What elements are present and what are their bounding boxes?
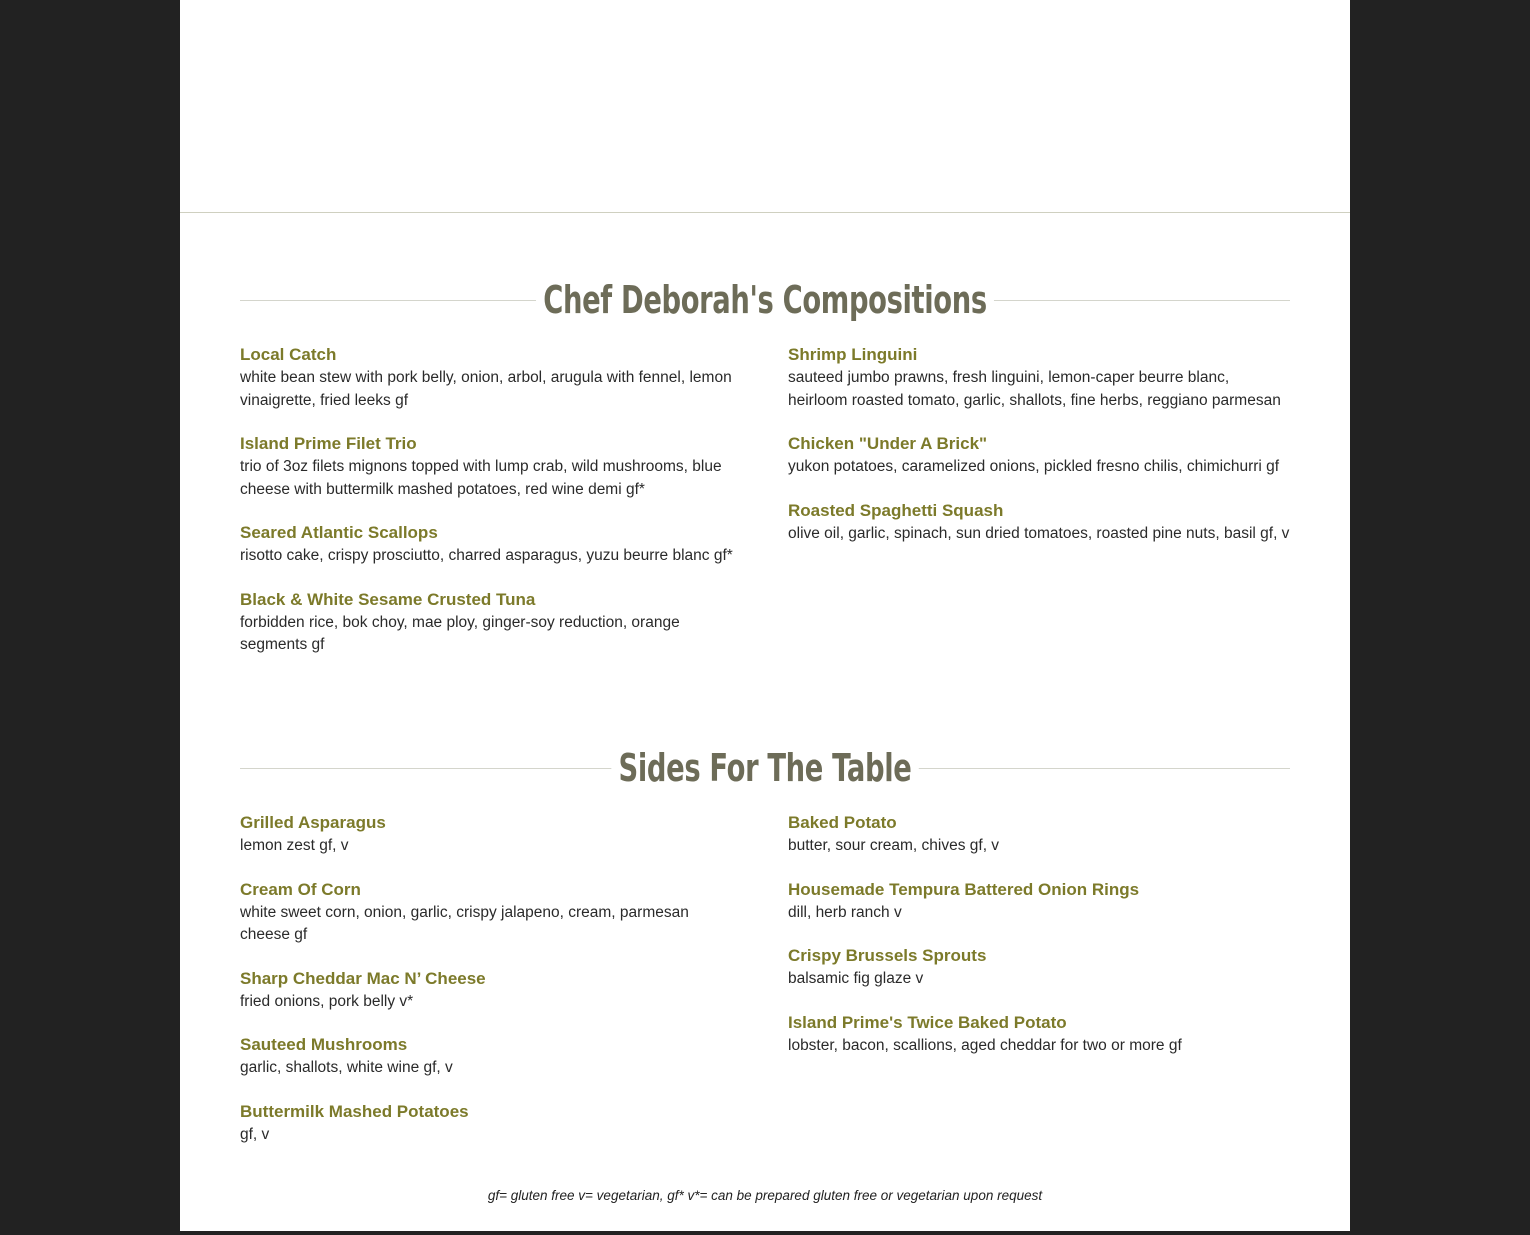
menu-item-description: garlic, shallots, white wine gf, v [240,1059,453,1076]
menu-item [240,1034,742,1080]
menu-item-description: dill, herb ranch v [788,903,902,921]
menu-item-name: Seared Atlantic Scallops [240,523,438,542]
menu-item [240,968,742,1014]
menu-item-name: Sauteed Mushrooms [240,1035,408,1054]
menu-item-description: white sweet corn, onion, garlic, crispy jalapeno, cream, parmesan cheese gf [240,903,689,943]
menu-item-description: white bean stew with pork belly, onion, arbol, arugula with fennel, lemon vinaigrette, fried leeks gf [240,369,732,409]
menu-item-description: sauteed jumbo prawns, fresh linguini, lemon-caper beurre blanc, heirloom roasted tomato, garlic, shallots, fine herbs, reggiano parmesan [788,369,1281,409]
menu-item [240,522,742,568]
menu-item-name: Housemade Tempura Battered Onion Rings [788,879,1140,899]
menu-item-name: Crispy Brussels Sprouts [788,946,987,965]
menu-item-name: Sharp Cheddar Mac N’ Cheese [240,968,486,988]
menu-item-name: Roasted Spaghetti Squash [788,500,1004,520]
menu-item-name: Baked Potato [788,813,897,832]
menu-item-description: butter, sour cream, chives gf, v [788,837,1000,854]
compositions-right-column [788,344,1290,678]
dietary-footnote: gf= gluten free v= vegetarian, gf* v*= can be prepared gluten free or vegetarian upon request [487,1188,1043,1203]
menu-item-description: gf, v [240,1125,270,1143]
menu-item-name: Grilled Asparagus [240,813,386,832]
compositions-left-column [240,344,742,678]
menu-item [240,812,742,858]
menu-item [240,433,742,501]
menu-item-description: balsamic fig glaze v [788,970,924,987]
menu-item-name: Island Prime Filet Trio [240,434,417,453]
menu-item [788,945,1290,991]
menu-item-name: Chicken "Under A Brick" [788,434,988,453]
sides-heading [240,738,1290,798]
compositions-heading [240,270,1290,330]
menu-item-description: fried onions, pork belly v* [240,992,414,1010]
compositions-section [240,270,1290,678]
sides-right-column [788,812,1290,1167]
menu-item-name: Shrimp Linguini [788,345,918,364]
menu-item-name: Cream Of Corn [240,879,361,899]
menu-item [240,879,742,947]
menu-item-name: Buttermilk Mashed Potatoes [240,1101,469,1121]
menu-item [240,589,742,657]
menu-item [240,344,742,412]
menu-item-description: trio of 3oz filets mignons topped with lump crab, wild mushrooms, blue cheese with buttermilk mashed potatoes, red wine demi gf* [240,458,722,498]
menu-item-description: olive oil, garlic, spinach, sun dried tomatoes, roasted pine nuts, basil gf, v [788,524,1290,542]
menu-item [788,879,1290,925]
sides-section [240,738,1290,1167]
menu-item-name: Island Prime's Twice Baked Potato [788,1012,1067,1032]
section-title: Sides For The Table [611,738,918,798]
sides-left-column [240,812,742,1167]
menu-item-description: yukon potatoes, caramelized onions, pickled fresno chilis, chimichurri gf [788,458,1280,475]
menu-item-name: Local Catch [240,345,337,364]
menu-item [788,1012,1290,1058]
section-title: Chef Deborah's Compositions [536,270,994,330]
menu-page [180,0,1350,1231]
header-area [180,0,1350,213]
menu-item-description: risotto cake, crispy prosciutto, charred asparagus, yuzu beurre blanc gf* [240,547,733,564]
menu-item-description: lobster, bacon, scallions, aged cheddar for two or more gf [788,1036,1182,1054]
menu-item [788,433,1290,479]
menu-item [788,500,1290,546]
menu-item-description: lemon zest gf, v [240,837,349,854]
menu-item [788,812,1290,858]
menu-item [788,344,1290,412]
menu-item [240,1101,742,1147]
menu-item-name: Black & White Sesame Crusted Tuna [240,589,536,609]
menu-item-description: forbidden rice, bok choy, mae ploy, ginger-soy reduction, orange segments gf [240,613,680,653]
